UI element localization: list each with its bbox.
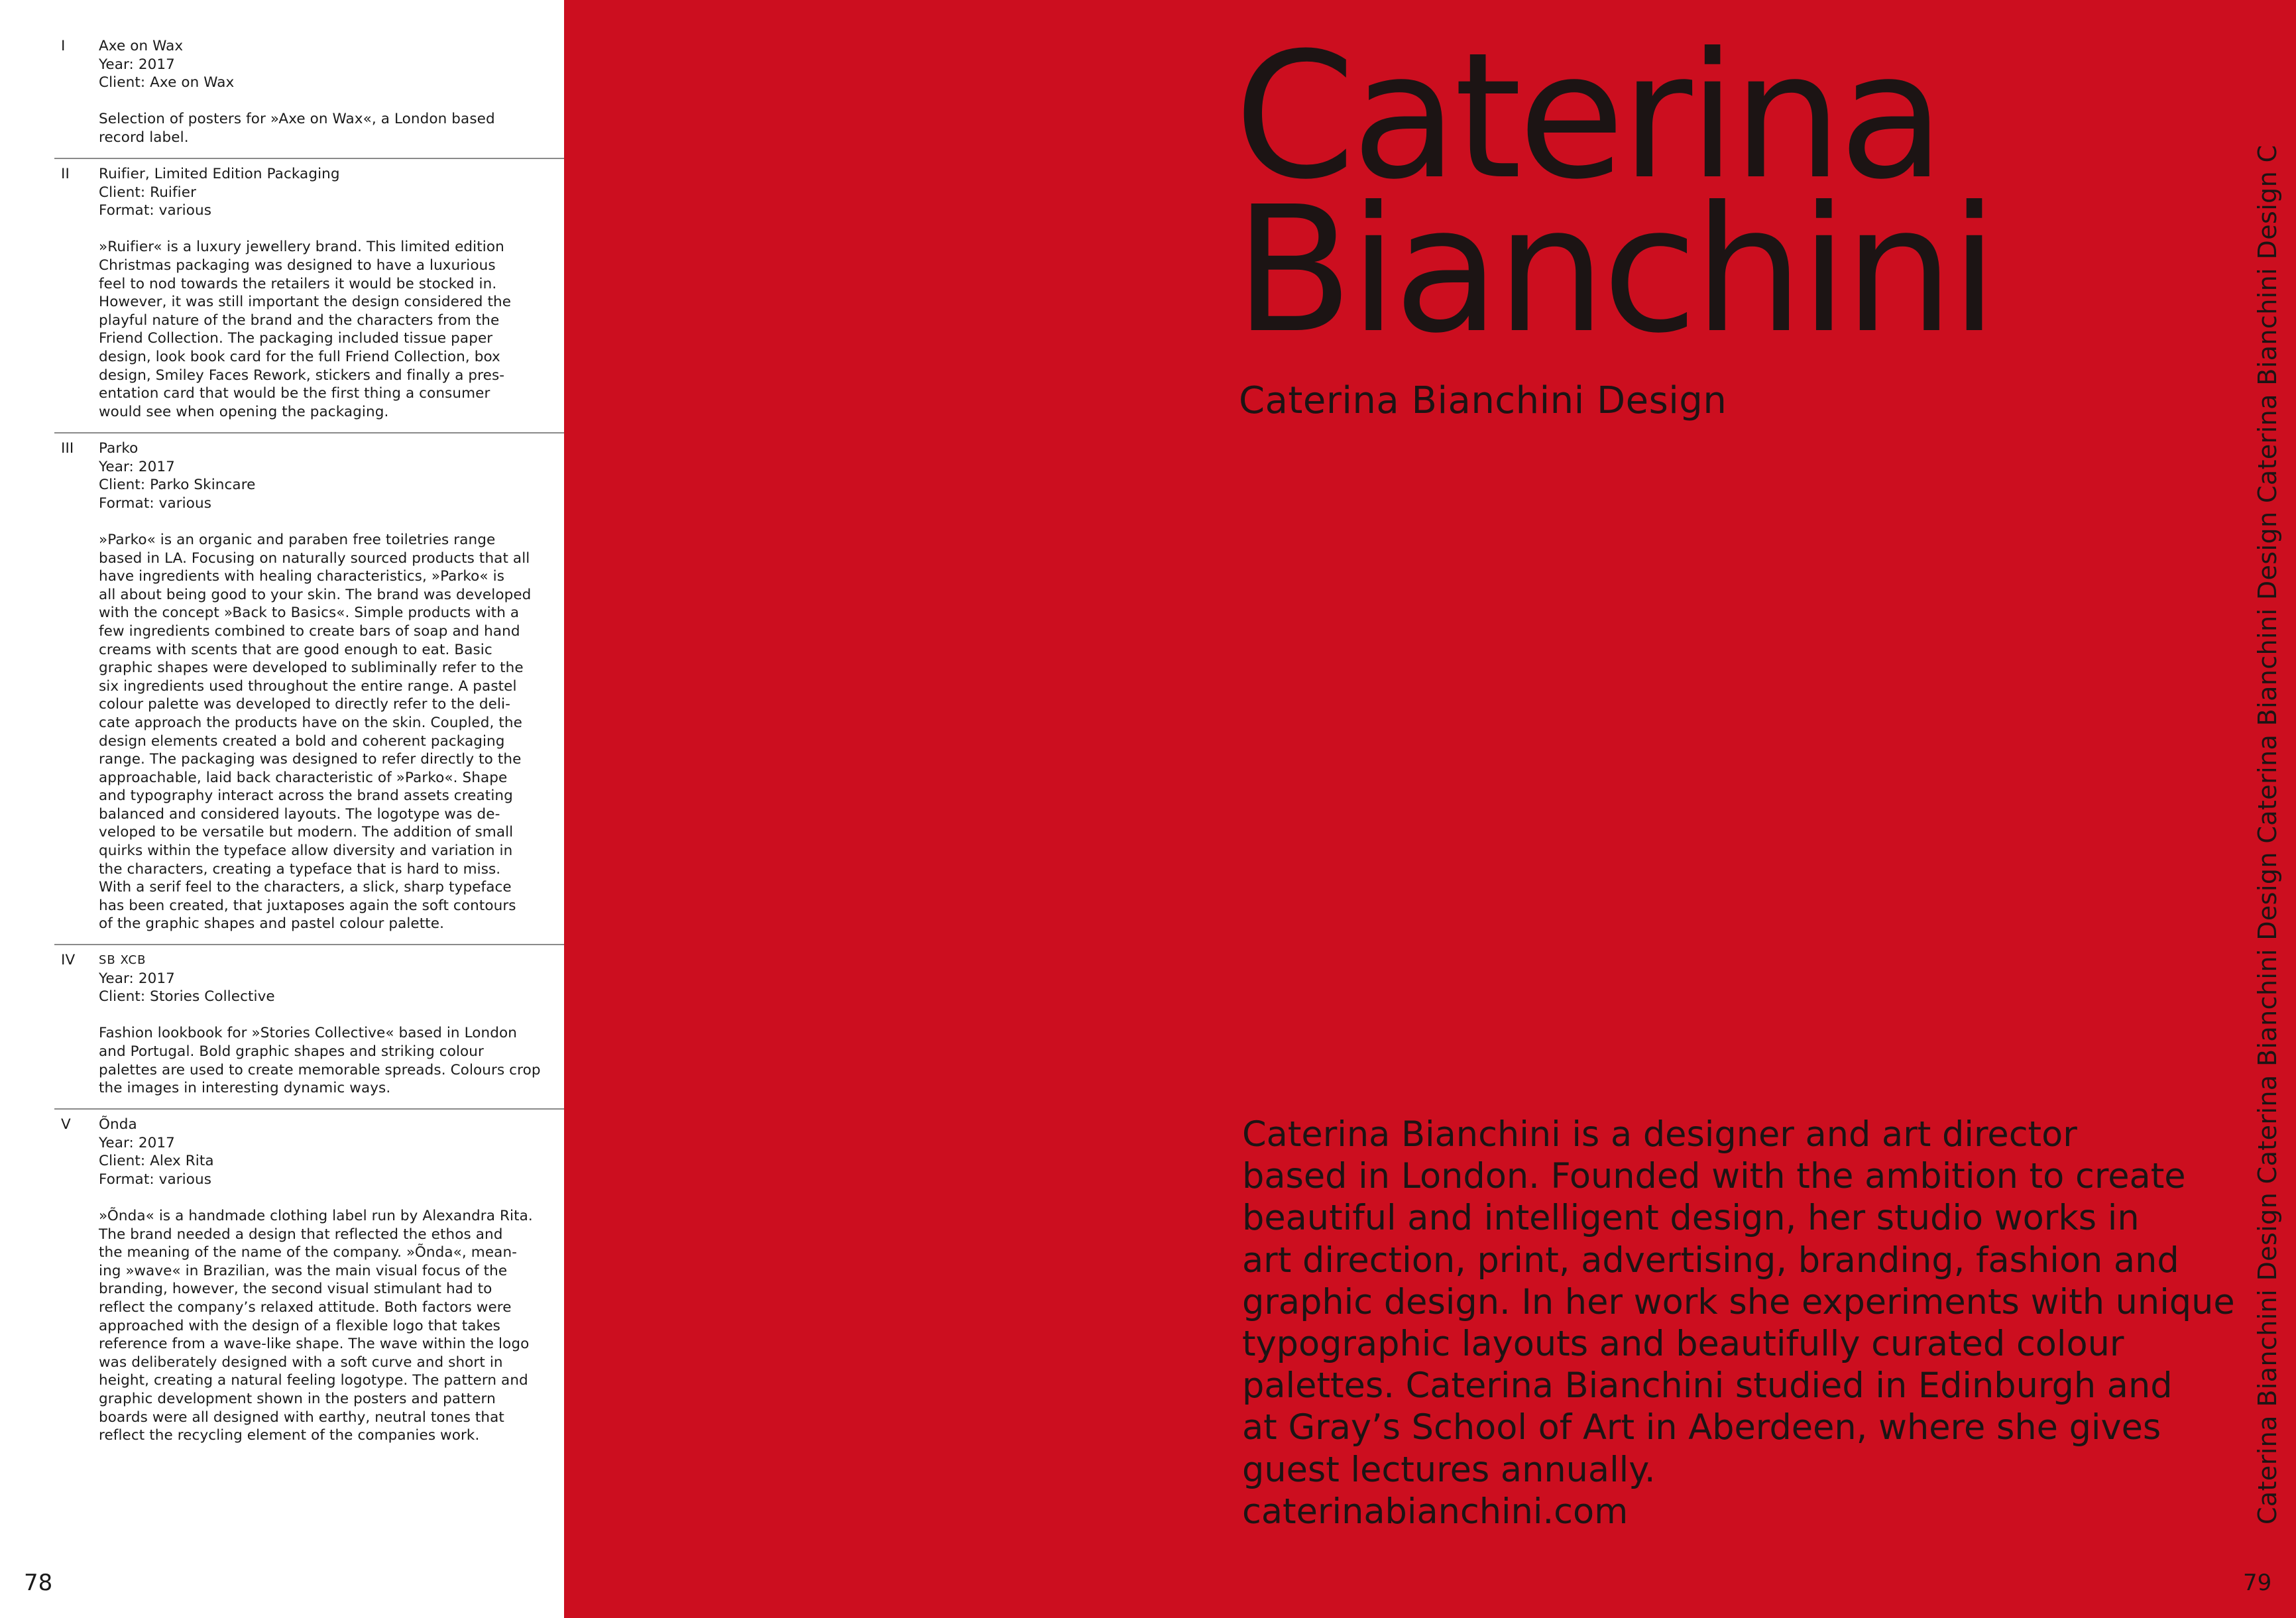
- page-number: 79: [2243, 1570, 2272, 1596]
- bio-line: based in London. Founded with the ambition to create: [1242, 1156, 2186, 1197]
- name-line-last: Bianchini: [1234, 169, 1994, 371]
- entry-client: Client: Parko Skincare: [99, 477, 256, 494]
- designer-bio: [1242, 1114, 2276, 1532]
- description-line: feel to nod towards the retailers it would be stocked in.: [99, 275, 497, 292]
- entry-title: Õnda: [99, 1116, 137, 1133]
- description-line: playful nature of the brand and the characters from the: [99, 312, 500, 329]
- description-line: design, Smiley Faces Rework, stickers and finally a pres-: [99, 367, 505, 384]
- description-line: was deliberately designed with a soft curve and short in: [99, 1354, 503, 1371]
- description-line: graphic development shown in the posters and pattern: [99, 1390, 496, 1407]
- bio-line: guest lectures annually.: [1242, 1449, 1656, 1490]
- description-line: design elements created a bold and coherent packaging: [99, 732, 505, 750]
- left-page: [0, 0, 564, 1618]
- description-line: six ingredients used throughout the entire range. A pastel: [99, 677, 517, 695]
- description-line: quirks within the typeface allow diversity and variation in: [99, 842, 513, 860]
- description-line: colour palette was developed to directly refer to the deli-: [99, 696, 510, 713]
- description-line: of the graphic shapes and pastel colour palette.: [99, 915, 445, 933]
- bio-line: beautiful and intelligent design, her studio works in: [1242, 1198, 2140, 1239]
- entry-numeral: IV: [61, 952, 76, 968]
- description-line: and typography interact across the brand assets creating: [99, 787, 513, 805]
- entry-client: Client: Axe on Wax: [99, 74, 235, 91]
- entry-numeral: V: [61, 1116, 71, 1133]
- description-line: With a serif feel to the characters, a slick, sharp typeface: [99, 879, 512, 896]
- entry-description: [99, 238, 549, 421]
- description-line: record label.: [99, 129, 189, 146]
- right-page: [564, 0, 2296, 1618]
- entry-description: [99, 531, 549, 933]
- entry-format: Format: various: [99, 494, 212, 512]
- description-line: the characters, creating a typeface that is hard to miss.: [99, 860, 501, 878]
- entry-description: [99, 1207, 549, 1445]
- entry-year: Year: 2017: [99, 1134, 175, 1151]
- description-line: However, it was still important the design considered the: [99, 294, 512, 311]
- bio-line: art direction, print, advertising, branding, fashion and: [1242, 1240, 2179, 1281]
- studio-name: Caterina Bianchini Design: [1239, 379, 1727, 422]
- description-line: the meaning of the name of the company. »Õnda«, mean-: [99, 1244, 518, 1261]
- entry-meta: [99, 439, 549, 512]
- description-line: palettes are used to create memorable spreads. Colours crop: [99, 1061, 541, 1078]
- entry-client: Client: Stories Collective: [99, 988, 275, 1006]
- bio-line: at Gray’s School of Art in Aberdeen, where she gives: [1242, 1407, 2161, 1448]
- description-line: boards were all designed with earthy, neutral tones that: [99, 1409, 504, 1426]
- entry-year: Year: 2017: [99, 458, 175, 475]
- entry-divider: [54, 432, 564, 433]
- description-line: based in LA. Focusing on naturally sourced products that all: [99, 549, 530, 567]
- entry-numeral: I: [61, 38, 66, 54]
- description-line: »Parko« is an organic and paraben free toiletries range: [99, 531, 496, 548]
- entry-title: Axe on Wax: [99, 38, 184, 54]
- description-line: ing »wave« in Brazilian, was the main visual focus of the: [99, 1262, 508, 1279]
- description-line: approached with the design of a flexible logo that takes: [99, 1317, 500, 1334]
- bio-line: Caterina Bianchini is a designer and art director: [1242, 1114, 2077, 1155]
- entry-description: [99, 110, 549, 146]
- description-line: all about being good to your skin. The brand was developed: [99, 586, 532, 603]
- entry-numeral: III: [61, 440, 74, 457]
- description-line: Christmas packaging was designed to have a luxurious: [99, 257, 496, 274]
- entry-meta: [99, 165, 549, 220]
- page-number: 78: [24, 1570, 53, 1596]
- entry-title: Parko: [99, 440, 139, 457]
- project-entry-1: [61, 37, 551, 147]
- description-line: »Õnda« is a handmade clothing label run by Alexandra Rita.: [99, 1207, 533, 1224]
- vertical-running-title: Caterina Bianchini Design Caterina Bianchini Design Caterina Bianchini Design Caterina Bianchini Design C: [2253, 144, 2282, 1525]
- description-line: Friend Collection. The packaging included tissue paper: [99, 330, 493, 347]
- description-line: veloped to be versatile but modern. The addition of small: [99, 824, 514, 841]
- description-line: height, creating a natural feeling logotype. The pattern and: [99, 1372, 528, 1389]
- project-entry-5: [61, 1116, 551, 1445]
- description-line: cate approach the products have on the skin. Coupled, the: [99, 714, 522, 731]
- description-line: and Portugal. Bold graphic shapes and striking colour: [99, 1043, 484, 1060]
- entry-divider: [54, 1108, 564, 1110]
- description-line: have ingredients with healing characteristics, »Parko« is: [99, 568, 504, 585]
- description-line: branding, however, the second visual stimulant had to: [99, 1281, 492, 1298]
- bio-line: palettes. Caterina Bianchini studied in Edinburgh and: [1242, 1365, 2173, 1407]
- project-entry-3: [61, 439, 551, 933]
- entry-divider: [54, 158, 564, 159]
- entry-client: Client: Ruifier: [99, 184, 197, 201]
- website-link[interactable]: caterinabianchini.com: [1242, 1491, 1629, 1532]
- designer-name: [1234, 15, 1994, 371]
- entry-title: Ruifier, Limited Edition Packaging: [99, 166, 340, 182]
- description-line: Selection of posters for »Axe on Wax«, a London based: [99, 111, 495, 128]
- entry-numeral: II: [61, 166, 70, 182]
- description-line: range. The packaging was designed to refer directly to the: [99, 751, 522, 768]
- description-line: reference from a wave-like shape. The wave within the logo: [99, 1336, 530, 1353]
- entry-description: [99, 1024, 549, 1097]
- description-line: design, look book card for the full Friend Collection, box: [99, 348, 500, 365]
- name-line-first: Caterina: [1234, 15, 1941, 217]
- description-line: few ingredients combined to create bars of soap and hand: [99, 622, 520, 640]
- entry-meta: [99, 1116, 549, 1188]
- bio-line: graphic design. In her work she experiments with unique: [1242, 1281, 2235, 1322]
- entry-title: SB XCB: [99, 953, 146, 967]
- description-line: entation card that would be the first thing a consumer: [99, 385, 490, 402]
- entry-format: Format: various: [99, 1171, 212, 1188]
- description-line: The brand needed a design that reflected the ethos and: [99, 1226, 503, 1243]
- entry-format: Format: various: [99, 202, 212, 219]
- entry-year: Year: 2017: [99, 970, 175, 987]
- description-line: creams with scents that are good enough to eat. Basic: [99, 641, 492, 658]
- entry-client: Client: Alex Rita: [99, 1153, 214, 1170]
- bio-line: typographic layouts and beautifully curated colour: [1242, 1324, 2124, 1365]
- project-entry-2: [61, 165, 551, 421]
- entry-divider: [54, 944, 564, 945]
- description-line: would see when opening the packaging.: [99, 403, 389, 420]
- entry-meta: [99, 37, 549, 92]
- description-line: balanced and considered layouts. The logotype was de-: [99, 805, 500, 823]
- description-line: Fashion lookbook for »Stories Collective« based in London: [99, 1025, 517, 1042]
- description-line: reflect the recycling element of the companies work.: [99, 1427, 480, 1444]
- description-line: graphic shapes were developed to subliminally refer to the: [99, 660, 524, 677]
- description-line: »Ruifier« is a luxury jewellery brand. This limited edition: [99, 239, 504, 256]
- description-line: approachable, laid back characteristic of »Parko«. Shape: [99, 769, 508, 786]
- description-line: has been created, that juxtaposes again the soft contours: [99, 897, 516, 914]
- project-entry-4: [61, 951, 551, 1098]
- description-line: with the concept »Back to Basics«. Simple products with a: [99, 605, 520, 622]
- description-line: reflect the company’s relaxed attitude. Both factors were: [99, 1299, 512, 1316]
- entry-year: Year: 2017: [99, 56, 175, 73]
- description-line: the images in interesting dynamic ways.: [99, 1080, 391, 1097]
- entry-meta: [99, 951, 549, 1006]
